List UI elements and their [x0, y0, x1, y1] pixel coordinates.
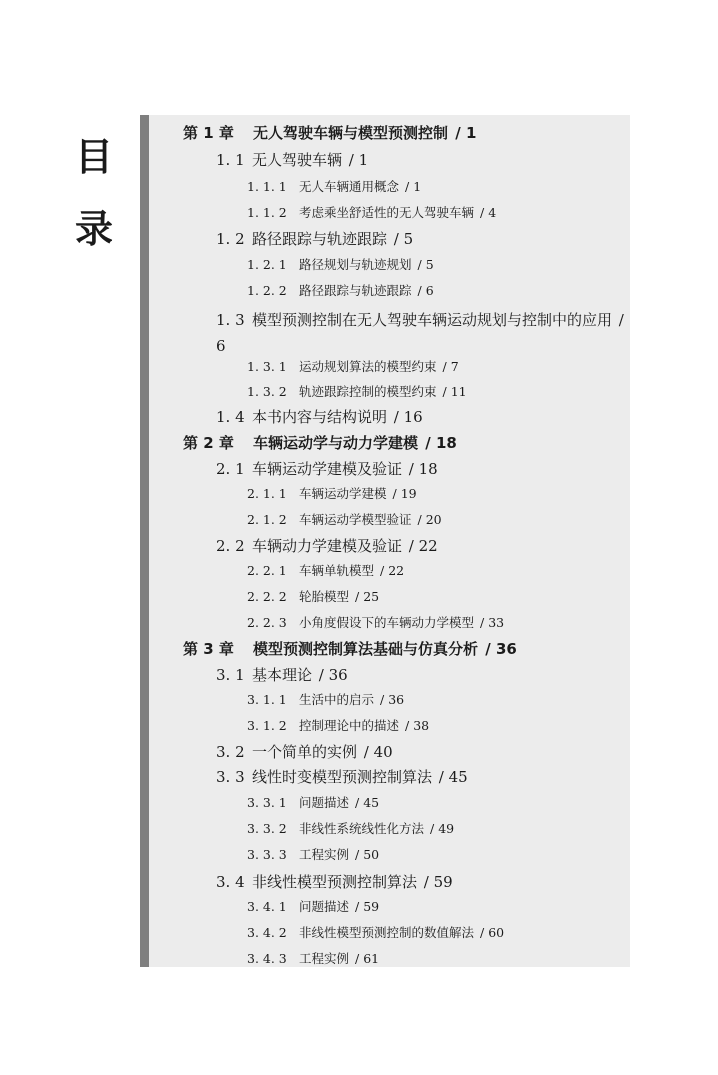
toc-entry-title: 无人驾驶车辆与模型预测控制 — [253, 124, 449, 142]
toc-entry-separator: / — [413, 512, 426, 527]
toc-entry-title: 控制理论中的描述 — [299, 718, 400, 733]
toc-entry-page-number: 11 — [450, 384, 467, 399]
toc-entry-separator: / — [389, 230, 404, 248]
toc-entry-page-number: 36 — [388, 692, 405, 707]
toc-entry-separator: / — [351, 899, 364, 914]
toc-entry-page-number: 59 — [433, 873, 453, 891]
toc-entry-separator: / — [426, 821, 439, 836]
toc-entry-page-number: 61 — [363, 951, 380, 966]
toc-entry-page-number: 36 — [328, 666, 348, 684]
toc-entry-title: 问题描述 — [299, 795, 350, 810]
toc-entry-number: 2. 1. 2 — [247, 512, 287, 527]
toc-entry-subsection[interactable] — [247, 565, 404, 578]
toc-entry-subsection[interactable] — [247, 849, 379, 862]
toc-entry-title: 车辆单轨模型 — [299, 563, 375, 578]
toc-entry-subsection[interactable] — [247, 591, 379, 604]
toc-entry-title: 轮胎模型 — [299, 589, 350, 604]
toc-entry-subsection[interactable] — [247, 207, 496, 220]
toc-entry-number: 1. 3. 1 — [247, 359, 287, 374]
toc-entry-number: 3. 3. 2 — [247, 821, 287, 836]
toc-entry-title: 问题描述 — [299, 899, 350, 914]
toc-entry-chapter[interactable] — [183, 642, 517, 657]
toc-entry-separator: / — [351, 589, 364, 604]
toc-entry-title: 轨迹跟踪控制的模型约束 — [299, 384, 437, 399]
toc-entry-number: 1. 3. 2 — [247, 384, 287, 399]
toc-entry-number: 2. 2. 2 — [247, 589, 287, 604]
toc-entry-number: 3. 1. 2 — [247, 718, 287, 733]
toc-entry-page-number: 19 — [400, 486, 417, 501]
toc-entry-subsection[interactable] — [247, 823, 454, 836]
toc-entry-number: 1. 1. 1 — [247, 179, 287, 194]
toc-entry-subsection[interactable] — [247, 181, 421, 194]
toc-entry-section[interactable] — [216, 307, 626, 359]
toc-entry-number: 第 3 章 — [183, 640, 234, 658]
toc-entry-title: 非线性系统线性化方法 — [299, 821, 425, 836]
toc-entry-title: 路径跟踪与轨迹跟踪 — [299, 283, 412, 298]
page-title-char-1: 目 — [74, 135, 113, 179]
toc-entry-page-number: 5 — [403, 230, 414, 248]
toc-entry-page-number: 38 — [413, 718, 430, 733]
toc-entry-separator: / — [344, 151, 359, 169]
toc-entry-page-number: 7 — [450, 359, 459, 374]
toc-entry-page-number: 1 — [413, 179, 422, 194]
toc-entry-number: 1. 2. 1 — [247, 257, 287, 272]
toc-entry-separator: / — [450, 124, 466, 142]
toc-entry-page-number: 36 — [495, 640, 517, 658]
toc-entry-number: 2. 1. 1 — [247, 486, 287, 501]
toc-entry-section[interactable] — [216, 153, 368, 168]
toc-entry-subsection[interactable] — [247, 797, 379, 810]
toc-entry-separator: / — [351, 795, 364, 810]
toc-entry-chapter[interactable] — [183, 436, 457, 451]
toc-entry-section[interactable] — [216, 668, 348, 683]
toc-entry-title: 车辆运动学建模 — [299, 486, 387, 501]
toc-entry-title: 车辆运动学建模及验证 — [252, 460, 403, 478]
toc-entry-title: 车辆动力学建模及验证 — [252, 537, 403, 555]
toc-entry-page-number: 25 — [363, 589, 380, 604]
toc-entry-number: 3. 4 — [216, 873, 245, 891]
toc-entry-subsection[interactable] — [247, 386, 467, 399]
toc-entry-separator: / — [413, 283, 426, 298]
toc-entry-page-number: 20 — [425, 512, 442, 527]
toc-entry-chapter[interactable] — [183, 126, 476, 141]
toc-entry-title: 工程实例 — [299, 847, 350, 862]
toc-entry-number: 2. 2 — [216, 537, 245, 555]
toc-entry-page-number: 22 — [388, 563, 405, 578]
toc-entry-page-number: 6 — [425, 283, 434, 298]
toc-entry-number: 1. 3 — [216, 311, 245, 329]
toc-entry-separator: / — [376, 692, 389, 707]
toc-entry-page-number: 22 — [418, 537, 438, 555]
toc-entry-page-number: 59 — [363, 899, 380, 914]
toc-entry-separator: / — [351, 951, 364, 966]
toc-entry-page-number: 40 — [373, 743, 393, 761]
toc-entry-title: 非线性模型预测控制的数值解法 — [299, 925, 475, 940]
toc-entry-subsection[interactable] — [247, 927, 504, 940]
toc-entry-separator: / — [438, 359, 451, 374]
toc-entry-number: 3. 1. 1 — [247, 692, 287, 707]
toc-entry-subsection[interactable] — [247, 259, 434, 272]
toc-entry-number: 1. 2 — [216, 230, 245, 248]
toc-entry-separator: / — [401, 718, 414, 733]
toc-entry-title: 路径规划与轨迹规划 — [299, 257, 412, 272]
toc-entry-section[interactable] — [216, 462, 438, 477]
toc-entry-number: 3. 3. 3 — [247, 847, 287, 862]
toc-entry-page-number: 60 — [488, 925, 505, 940]
page-title-char-2: 录 — [74, 207, 113, 251]
toc-entry-page-number: 45 — [448, 768, 468, 786]
toc-entry-separator: / — [388, 486, 401, 501]
toc-entry-page-number: 6 — [216, 337, 226, 355]
toc-entry-section[interactable] — [216, 539, 438, 554]
toc-entry-page-number: 1 — [465, 124, 477, 142]
toc-entry-number: 2. 2. 3 — [247, 615, 287, 630]
toc-entry-number: 1. 4 — [216, 408, 245, 426]
toc-entry-separator: / — [476, 925, 489, 940]
toc-entry-subsection[interactable] — [247, 901, 379, 914]
toc-entry-subsection[interactable] — [247, 514, 442, 527]
toc-entry-section[interactable] — [216, 770, 468, 785]
toc-entry-page-number: 1 — [358, 151, 369, 169]
toc-entry-subsection[interactable] — [247, 720, 429, 733]
toc-entry-page-number: 5 — [425, 257, 434, 272]
toc-entry-separator: / — [420, 434, 436, 452]
toc-entry-title: 车辆运动学模型验证 — [299, 512, 412, 527]
toc-entry-title: 运动规划算法的模型约束 — [299, 359, 437, 374]
toc-entry-section[interactable] — [216, 410, 423, 425]
toc-entry-separator: / — [476, 205, 489, 220]
toc-entry-separator: / — [404, 537, 419, 555]
toc-entry-separator: / — [376, 563, 389, 578]
toc-entry-title: 工程实例 — [299, 951, 350, 966]
toc-entry-page-number: 50 — [363, 847, 380, 862]
toc-entry-title: 线性时变模型预测控制算法 — [252, 768, 433, 786]
toc-entry-number: 3. 3 — [216, 768, 245, 786]
toc-entry-number: 1. 1 — [216, 151, 245, 169]
toc-entry-number: 1. 2. 2 — [247, 283, 287, 298]
toc-entry-separator: / — [476, 615, 489, 630]
toc-entry-title: 模型预测控制在无人驾驶车辆运动规划与控制中的应用 — [252, 311, 613, 329]
toc-entry-number: 第 1 章 — [183, 124, 234, 142]
toc-entry-separator: / — [389, 408, 404, 426]
toc-entry-title: 基本理论 — [252, 666, 313, 684]
toc-entry-number: 3. 3. 1 — [247, 795, 287, 810]
toc-entry-page-number: 33 — [488, 615, 505, 630]
toc-entry-separator: / — [480, 640, 496, 658]
sidebar-accent-bar — [140, 115, 149, 967]
toc-entry-section[interactable] — [216, 232, 413, 247]
toc-entry-page-number: 16 — [403, 408, 423, 426]
toc-entry-number: 第 2 章 — [183, 434, 234, 452]
toc-entry-section[interactable] — [216, 745, 393, 760]
toc-entry-section[interactable] — [216, 875, 453, 890]
toc-entry-separator: / — [434, 768, 449, 786]
toc-entry-title: 生活中的启示 — [299, 692, 375, 707]
toc-entry-page-number: 18 — [435, 434, 457, 452]
toc-entry-separator: / — [401, 179, 414, 194]
toc-entry-number: 2. 2. 1 — [247, 563, 287, 578]
toc-entry-title: 考虑乘坐舒适性的无人驾驶车辆 — [299, 205, 475, 220]
toc-entry-number: 2. 1 — [216, 460, 245, 478]
toc-entry-title: 非线性模型预测控制算法 — [252, 873, 418, 891]
toc-entry-title: 无人车辆通用概念 — [299, 179, 400, 194]
toc-entry-separator: / — [351, 847, 364, 862]
toc-entry-separator: / — [359, 743, 374, 761]
toc-entry-title: 车辆运动学与动力学建模 — [253, 434, 419, 452]
toc-entry-subsection[interactable] — [247, 617, 504, 630]
toc-entry-separator: / — [404, 460, 419, 478]
toc-entry-separator: / — [438, 384, 451, 399]
toc-entry-title: 本书内容与结构说明 — [252, 408, 388, 426]
toc-entry-number: 3. 4. 3 — [247, 951, 287, 966]
toc-entry-subsection[interactable] — [247, 488, 417, 501]
toc-entry-subsection[interactable] — [247, 285, 434, 298]
toc-entry-subsection[interactable] — [247, 694, 404, 707]
toc-entry-separator: / — [614, 311, 624, 329]
toc-entry-title: 路径跟踪与轨迹跟踪 — [252, 230, 388, 248]
toc-entry-page-number: 18 — [418, 460, 438, 478]
toc-entry-number: 3. 4. 1 — [247, 899, 287, 914]
toc-entry-page-number: 49 — [438, 821, 455, 836]
toc-entry-title: 一个简单的实例 — [252, 743, 358, 761]
toc-entry-separator: / — [314, 666, 329, 684]
toc-entry-page-number: 4 — [488, 205, 497, 220]
toc-entry-subsection[interactable] — [247, 361, 459, 374]
toc-entry-number: 3. 1 — [216, 666, 245, 684]
toc-entry-page-number: 45 — [363, 795, 380, 810]
toc-entry-title: 小角度假设下的车辆动力学模型 — [299, 615, 475, 630]
toc-entry-subsection[interactable] — [247, 953, 379, 966]
toc-entry-separator: / — [413, 257, 426, 272]
toc-entry-title: 无人驾驶车辆 — [252, 151, 343, 169]
toc-entry-number: 3. 2 — [216, 743, 245, 761]
toc-entry-number: 3. 4. 2 — [247, 925, 287, 940]
toc-entry-number: 1. 1. 2 — [247, 205, 287, 220]
toc-entry-title: 模型预测控制算法基础与仿真分析 — [253, 640, 479, 658]
toc-entry-separator: / — [419, 873, 434, 891]
